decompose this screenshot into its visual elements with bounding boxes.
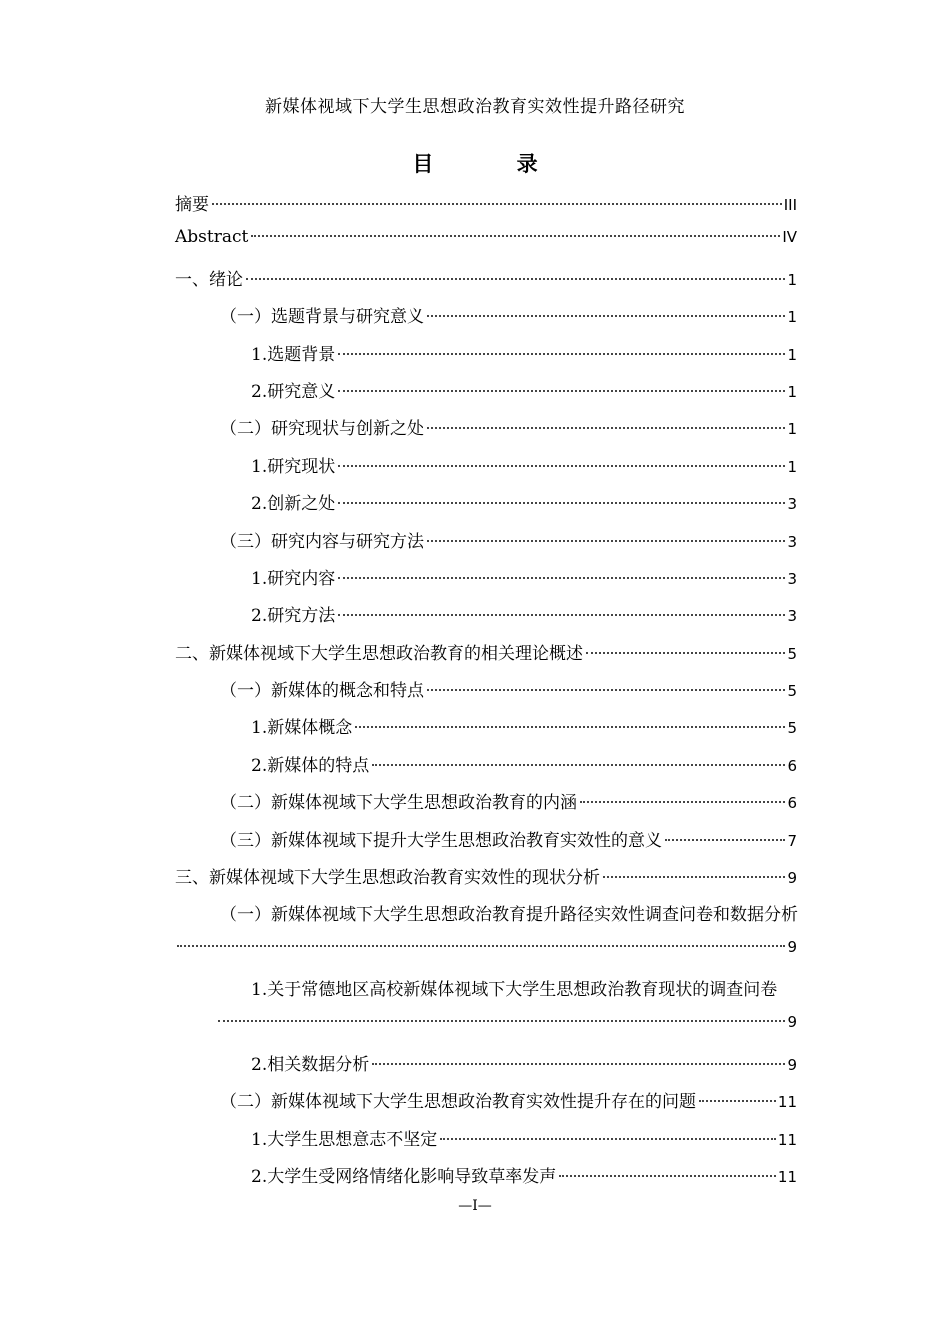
toc-entry-page: 6 <box>787 794 797 813</box>
toc-entry-page: 11 <box>777 1130 797 1149</box>
toc-entry-page: IV <box>782 228 797 247</box>
toc-entry-page: 11 <box>777 1093 797 1112</box>
toc-entry-continuation <box>175 1013 797 1050</box>
toc-entry[interactable] <box>175 601 797 638</box>
toc-entry-text: （二）新媒体视域下大学生思想政治教育的内涵 <box>220 793 577 814</box>
toc-entry[interactable] <box>175 1162 797 1199</box>
toc-entry[interactable] <box>175 527 797 564</box>
toc-entry[interactable] <box>175 900 797 937</box>
toc-entry-text: 二、新媒体视域下大学生思想政治教育的相关理论概述 <box>175 643 583 664</box>
toc-entry-text: 2.大学生受网络情绪化影响导致草率发声 <box>251 1167 557 1188</box>
leader-dots <box>338 390 785 392</box>
toc-entry-text: （一）新媒体视域下大学生思想政治教育提升路径实效性调查问卷和数据分析 <box>220 905 798 926</box>
toc-entry-page: 1 <box>787 457 797 476</box>
toc-entry-text: 2.研究方法 <box>251 606 336 627</box>
toc-entry[interactable] <box>175 1050 797 1087</box>
toc-entry-text: Abstract <box>175 227 249 248</box>
leader-dots <box>372 1063 785 1065</box>
toc-entry-text: 1.选题背景 <box>251 344 336 365</box>
toc-entry[interactable] <box>175 676 797 713</box>
toc-entry-text: 1.关于常德地区高校新媒体视域下大学生思想政治教育现状的调查问卷 <box>251 980 778 1001</box>
toc-entry[interactable] <box>175 227 797 264</box>
toc-entry-page: 7 <box>787 831 797 850</box>
toc-entry-text: （一）选题背景与研究意义 <box>220 307 424 328</box>
leader-dots <box>212 203 782 205</box>
toc-entry-page: 11 <box>777 1168 797 1187</box>
toc-entry[interactable] <box>175 713 797 750</box>
toc-entry-page: 5 <box>787 719 797 738</box>
leader-dots <box>338 577 785 579</box>
leader-dots <box>427 427 785 429</box>
toc-entry-text: 一、绪论 <box>175 269 243 290</box>
toc-entry-text: 1.研究现状 <box>251 456 336 477</box>
toc-entry[interactable] <box>175 826 797 863</box>
toc-entry-text: 2.新媒体的特点 <box>251 755 370 776</box>
leader-dots <box>427 540 785 542</box>
toc-entry[interactable] <box>175 340 797 377</box>
toc-entry-text: （二）研究现状与创新之处 <box>220 419 424 440</box>
leader-dots <box>338 465 785 467</box>
leader-dots <box>603 876 785 878</box>
leader-dots <box>586 652 785 654</box>
leader-dots <box>699 1100 776 1102</box>
leader-dots <box>338 614 785 616</box>
toc-entry[interactable] <box>175 751 797 788</box>
leader-dots <box>177 945 785 947</box>
leader-dots <box>559 1175 776 1177</box>
toc-entry-page: 1 <box>787 382 797 401</box>
toc-entry-page: 9 <box>787 937 797 956</box>
leader-dots <box>665 839 785 841</box>
toc-entry-text: （三）研究内容与研究方法 <box>220 531 424 552</box>
toc-entry[interactable] <box>175 639 797 676</box>
leader-dots <box>427 315 785 317</box>
toc-entry[interactable] <box>175 190 797 227</box>
toc-entry[interactable] <box>175 377 797 414</box>
toc-entry[interactable] <box>175 788 797 825</box>
leader-dots <box>355 726 785 728</box>
leader-dots <box>251 235 780 237</box>
toc-entry-text: （二）新媒体视域下大学生思想政治教育实效性提升存在的问题 <box>220 1092 696 1113</box>
toc-entry-page: 3 <box>787 532 797 551</box>
toc-entry-page: 3 <box>787 569 797 588</box>
toc-entry[interactable] <box>175 863 797 900</box>
leader-dots <box>246 278 785 280</box>
toc-entry[interactable] <box>175 414 797 451</box>
running-header: 新媒体视域下大学生思想政治教育实效性提升路径研究 <box>265 97 685 117</box>
toc-entry-text: 2.创新之处 <box>251 494 336 515</box>
toc-entry-page: 6 <box>787 756 797 775</box>
toc-entry-text: （一）新媒体的概念和特点 <box>220 681 424 702</box>
toc-entry-text: 三、新媒体视域下大学生思想政治教育实效性的现状分析 <box>175 868 600 889</box>
toc-entry-text: 摘要 <box>175 195 209 215</box>
toc-entry-text: 2.相关数据分析 <box>251 1054 370 1075</box>
toc-entry[interactable] <box>175 489 797 526</box>
toc-entry-page: 1 <box>787 308 797 327</box>
toc-entry[interactable] <box>175 1087 797 1124</box>
leader-dots <box>440 1138 776 1140</box>
leader-dots <box>427 689 785 691</box>
table-of-contents <box>175 190 797 1200</box>
toc-entry-page: 3 <box>787 607 797 626</box>
page-number-footer: —I— <box>458 1198 492 1214</box>
toc-entry-page: 9 <box>787 1012 797 1031</box>
toc-entry-page: 5 <box>787 644 797 663</box>
toc-entry-page: 1 <box>787 270 797 289</box>
toc-entry-page: 1 <box>787 345 797 364</box>
toc-entry-text: 2.研究意义 <box>251 381 336 402</box>
toc-entry-text: （三）新媒体视域下提升大学生思想政治教育实效性的意义 <box>220 830 662 851</box>
toc-entry[interactable] <box>175 265 797 302</box>
toc-entry[interactable] <box>175 302 797 339</box>
leader-dots <box>372 764 785 766</box>
toc-entry-text: 1.研究内容 <box>251 568 336 589</box>
toc-entry[interactable] <box>175 452 797 489</box>
toc-entry[interactable] <box>175 1125 797 1162</box>
toc-entry-page: 9 <box>787 1055 797 1074</box>
toc-entry-page: III <box>783 196 797 214</box>
leader-dots <box>338 353 785 355</box>
toc-entry-page: 3 <box>787 495 797 514</box>
leader-dots <box>338 502 785 504</box>
toc-entry-text: 1.新媒体概念 <box>251 718 353 739</box>
toc-entry-continuation <box>175 938 797 975</box>
toc-entry[interactable] <box>175 564 797 601</box>
toc-entry[interactable] <box>175 975 797 1012</box>
toc-title: 目 录 <box>412 151 576 176</box>
toc-entry-text: 1.大学生思想意志不坚定 <box>251 1129 438 1150</box>
toc-entry-page: 9 <box>787 869 797 888</box>
toc-entry-page: 1 <box>787 420 797 439</box>
leader-dots <box>580 801 785 803</box>
leader-dots <box>218 1020 785 1022</box>
toc-entry-page: 5 <box>787 682 797 701</box>
